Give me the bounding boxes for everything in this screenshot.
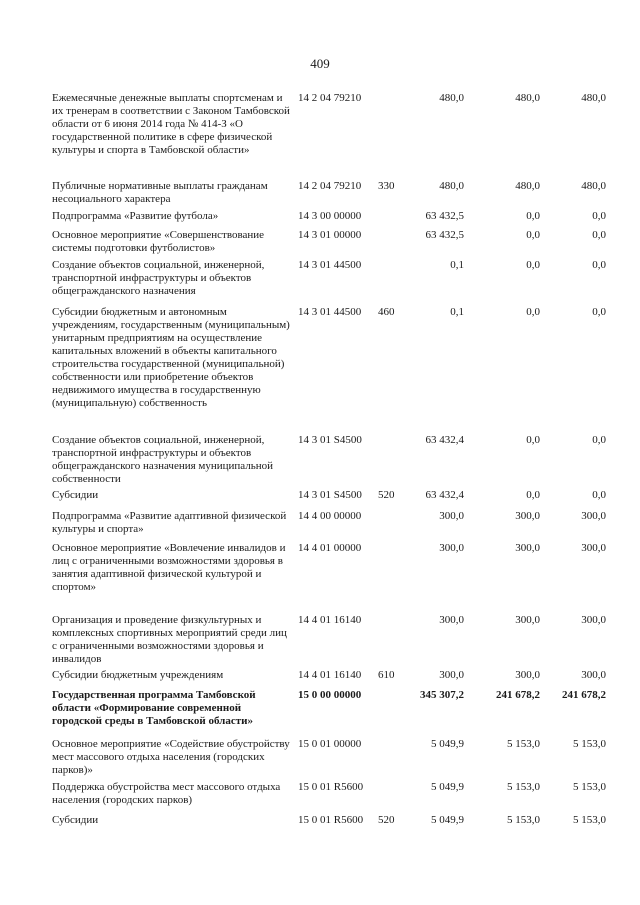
row-code: 15 0 01 R5600: [298, 781, 364, 793]
row-value-2021: 63 432,5: [425, 229, 464, 241]
row-name: Подпрограмма «Развитие футбола»: [52, 210, 219, 222]
row-type: 330: [378, 180, 395, 192]
row-code: 14 4 00 00000: [298, 510, 362, 522]
row-name: Публичные нормативные выплаты гражданам несоциального характера: [52, 180, 268, 205]
row-code: 14 4 01 16140: [298, 614, 362, 626]
row-value-2022: 0,0: [526, 306, 540, 318]
row-value-2023: 0,0: [592, 259, 606, 271]
row-value-2021: 63 432,4: [425, 434, 464, 446]
row-code: 15 0 00 00000: [298, 689, 362, 701]
row-value-2021: 63 432,5: [425, 210, 464, 222]
row-value-2023: 5 153,0: [573, 781, 606, 793]
row-name: Подпрограмма «Развитие адаптивной физической культуры и спорта»: [52, 510, 287, 535]
row-code: 14 3 01 00000: [298, 229, 362, 241]
row-value-2021: 0,1: [450, 259, 464, 271]
page-number: 409: [310, 56, 330, 71]
row-value-2023: 300,0: [581, 510, 606, 522]
row-name: Основное мероприятие «Совершенствование системы подготовки футболистов»: [52, 229, 265, 254]
row-value-2021: 5 049,9: [431, 814, 464, 826]
row-type: 520: [378, 814, 395, 826]
row-value-2021: 300,0: [439, 614, 464, 626]
row-value-2023: 241 678,2: [562, 689, 606, 701]
row-value-2023: 0,0: [592, 229, 606, 241]
row-value-2021: 480,0: [439, 92, 464, 104]
row-code: 14 3 00 00000: [298, 210, 362, 222]
row-value-2021: 63 432,4: [425, 489, 464, 501]
row-value-2022: 5 153,0: [507, 814, 540, 826]
row-value-2021: 345 307,2: [420, 689, 464, 701]
row-code: 14 2 04 79210: [298, 180, 362, 192]
row-value-2021: 5 049,9: [431, 738, 464, 750]
row-value-2022: 480,0: [515, 92, 540, 104]
row-value-2022: 300,0: [515, 510, 540, 522]
row-value-2022: 5 153,0: [507, 738, 540, 750]
row-value-2022: 300,0: [515, 614, 540, 626]
row-name: Субсидии: [52, 814, 99, 826]
row-value-2021: 5 049,9: [431, 781, 464, 793]
row-name: Основное мероприятие «Вовлечение инвалидов и лиц с ограниченными возможностями здоровья в занятия адаптивной физической культурой и спортом»: [52, 542, 286, 593]
row-name: Поддержка обустройства мест массового отдыха населения (городских парков): [52, 781, 281, 806]
row-name: Создание объектов социальной, инженерной, транспортной инфраструктуры и объектов общегражданского назначения муниципальной собственности: [52, 434, 274, 485]
row-value-2023: 480,0: [581, 180, 606, 192]
row-name: Основное мероприятие «Содействие обустройству мест массового отдыха населения (городских парков)»: [52, 738, 290, 776]
row-value-2023: 5 153,0: [573, 814, 606, 826]
row-name: Создание объектов социальной, инженерной, транспортной инфраструктуры и объектов общегражданского назначения: [52, 259, 265, 297]
row-value-2022: 0,0: [526, 229, 540, 241]
row-value-2023: 5 153,0: [573, 738, 606, 750]
row-name: Субсидии бюджетным учреждениям: [52, 669, 224, 681]
row-value-2021: 300,0: [439, 510, 464, 522]
row-value-2021: 0,1: [450, 306, 464, 318]
row-code: 14 3 01 S4500: [298, 434, 362, 446]
row-value-2022: 300,0: [515, 542, 540, 554]
row-code: 14 3 01 44500: [298, 306, 362, 318]
row-code: 14 2 04 79210: [298, 92, 362, 104]
row-value-2023: 300,0: [581, 669, 606, 681]
row-code: 14 3 01 44500: [298, 259, 362, 271]
row-value-2021: 300,0: [439, 542, 464, 554]
row-value-2022: 0,0: [526, 259, 540, 271]
row-type: 520: [378, 489, 395, 501]
row-value-2023: 300,0: [581, 614, 606, 626]
row-code: 14 4 01 00000: [298, 542, 362, 554]
row-name: Субсидии бюджетным и автономным учреждениям, государственным (муниципальным) унитарным предприятиям на осуществление капитальных вложений в объекты капитального строительства государственной (муниципальной) собственности или приобретение объектов недвижимого имущества в государственную (муниципальную) собственность: [52, 306, 290, 409]
row-name: Ежемесячные денежные выплаты спортсменам и их тренерам в соответствии с Законом Тамбовской области от 6 июня 2014 года № 414-З «О государственной политике в сфере физической культуры и спорта в Тамбовской области»: [52, 92, 290, 156]
row-value-2022: 5 153,0: [507, 781, 540, 793]
row-value-2023: 0,0: [592, 434, 606, 446]
row-value-2022: 480,0: [515, 180, 540, 192]
row-value-2022: 0,0: [526, 210, 540, 222]
row-name: Субсидии: [52, 489, 99, 501]
row-name: Организация и проведение физкультурных и комплексных спортивных мероприятий среди лиц с ограниченными возможностями здоровья и инвалидов: [52, 614, 287, 665]
row-code: 14 4 01 16140: [298, 669, 362, 681]
row-value-2023: 480,0: [581, 92, 606, 104]
row-value-2022: 300,0: [515, 669, 540, 681]
row-name: Государственная программа Тамбовской области «Формирование современной городской среды в Тамбовской области»: [52, 689, 256, 727]
row-value-2021: 300,0: [439, 669, 464, 681]
row-value-2023: 0,0: [592, 210, 606, 222]
row-value-2023: 300,0: [581, 542, 606, 554]
row-type: 610: [378, 669, 395, 681]
row-code: 14 3 01 S4500: [298, 489, 362, 501]
row-value-2023: 0,0: [592, 489, 606, 501]
row-value-2022: 0,0: [526, 434, 540, 446]
row-code: 15 0 01 R5600: [298, 814, 364, 826]
row-type: 460: [378, 306, 395, 318]
row-value-2022: 0,0: [526, 489, 540, 501]
row-value-2023: 0,0: [592, 306, 606, 318]
row-code: 15 0 01 00000: [298, 738, 362, 750]
row-value-2021: 480,0: [439, 180, 464, 192]
row-value-2022: 241 678,2: [496, 689, 540, 701]
